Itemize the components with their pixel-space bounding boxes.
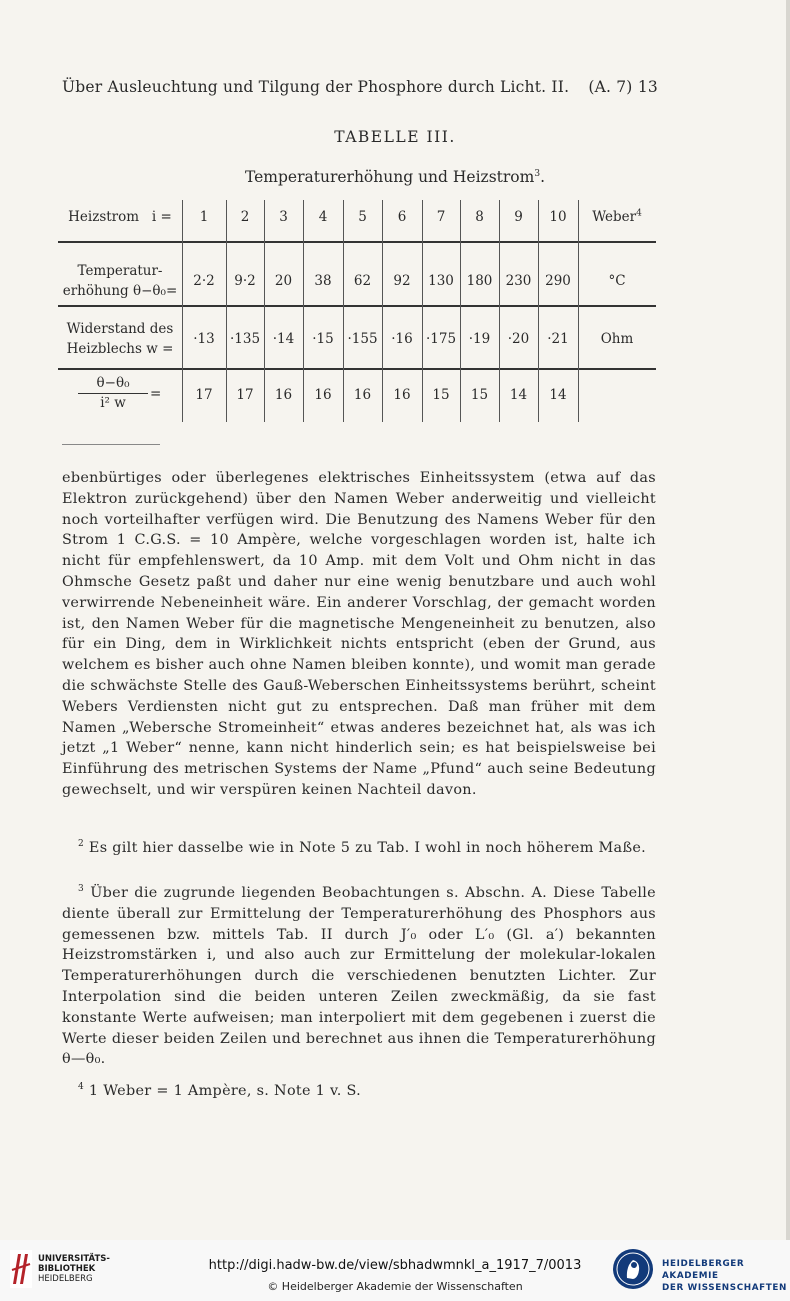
data-table [58, 200, 658, 424]
table-cell: 16 [353, 387, 372, 403]
running-title: Über Ausleuchtung und Tilgung der Phosphore durch Licht. II. [62, 78, 570, 96]
table-title: TABELLE III. [334, 128, 456, 146]
table-cell: ·13 [193, 331, 215, 347]
table-unit-cell: Ohm [600, 331, 634, 347]
table-cell: 5 [358, 209, 367, 225]
table-cell: 14 [549, 387, 567, 403]
table-cell: 6 [397, 209, 407, 225]
footnote-4-text: 1 Weber = 1 Ampère, s. Note 1 v. S. [88, 1083, 362, 1099]
table-cell: 16 [314, 387, 332, 403]
table-cell: 230 [505, 273, 532, 289]
table-cell: 15 [432, 387, 450, 403]
table-cell: 15 [470, 387, 489, 403]
table-cell: 92 [393, 273, 411, 289]
table-cell: 2 [240, 209, 250, 225]
footnote-3-mark: 3 [78, 884, 85, 895]
body-paragraph: ebenbürtiges oder überlegenes elektrisches Einheitssystem (etwa auf das Elektron zurückgehend) über den Namen Weber anderweitig und vielleicht noch vorteilhafter verfügen wird. Die Benutzung des Namens Weber für den Strom 1 C.G.S. = 10 Ampère, welche vorgeschlagen worden ist, halte ich nicht für empfehlenswert, da 10 Amp. mit dem Volt und Ohm nicht in das Ohmsche Gesetz paßt und daher nur eine wenig benutzbare und auch wohl verwirrende Nebeneinheit wäre. Ein anderer Vorschlag, der gemacht worden ist, den Namen Weber für die magnetische Mengeneinheit zu benutzen, also für ein Ding, dem in Wirklichkeit nichts entspricht (eben der Grund, aus welchem es bisher auch ohne Namen bleiben konnte), und womit man gerade die schwächste Stelle des Gauß-Weberschen Einheitssystems berührt, scheint Webers Verdiensten nicht gut zu entsprechen. Daß man früher mit dem Namen „Webersche Stromeinheit“ etwas anderes bezeichnet hat, als was ich jetzt „1 Weber“ nenne, kann nicht hinderlich sein; es hat beispielsweise bei Einführung des metrischen Systems der Name „Pfund“ auch seine Bedeutung gewechselt, und wir verspüren keinen Nachteil davon. [62, 470, 656, 798]
table-row-label: Widerstand des Heizblechs w = [66, 321, 174, 357]
table-cell: 17 [236, 387, 254, 403]
table-cell: ·175 [425, 331, 457, 347]
footnote-3 [62, 883, 656, 1070]
university-library-name: UNIVERSITÄTS- BIBLIOTHEK HEIDELBERG [38, 1254, 110, 1284]
table-cell: ·16 [391, 331, 413, 347]
permalink-url[interactable]: http://digi.hadw-bw.de/view/sbhadwmnkl_a_1917_7/0013 [208, 1258, 582, 1273]
footnote-4 [62, 1081, 656, 1102]
table-cell: 10 [549, 209, 567, 225]
table-cell: ·14 [272, 331, 295, 347]
table-cell: 9·2 [234, 273, 256, 289]
table-cell: 14 [509, 387, 528, 403]
table-row-label: Temperatur- erhöhung θ−θ₀= [62, 263, 178, 299]
table-cell: ·21 [547, 331, 569, 347]
table-cell: ·135 [229, 331, 261, 347]
table-rule [58, 305, 656, 307]
table-subtitle-text: Temperaturerhöhung und Heizstrom [245, 168, 535, 186]
page-number: 13 [637, 78, 658, 96]
table-subtitle-note: 3 [534, 168, 541, 179]
table-unit-cell: Weber$^4$ [592, 208, 642, 225]
table-cell: 16 [274, 387, 293, 403]
footnote-3-text: Über die zugrunde liegenden Beobachtungen s. Abschn. A. Diese Tabelle diente überall zur Ermittelung der Temperaturerhöhung des Phosphors aus gemessenen bzw. mittels Tab. II durch J′₀ oder L′₀ (Gl. a′) bekannten Heizstromstärken i, und also auch zur Ermittelung der molekular-lokalen Temperaturerhöhungen durch die verschiedenen benutzten Lichter. Zur Interpolation sind die beiden unteren Zeilen zweckmäßig, da sie fast konstante Werte aufweisen; man interpoliert mit dem gegebenen i zuerst die Werte dieser beiden Zeilen und berechnet aus ihnen die Temperaturerhöhung θ—θ₀. [62, 885, 657, 1068]
table-cell: 180 [466, 273, 493, 289]
table-cell: ·19 [468, 331, 491, 347]
table-cell: 7 [436, 209, 446, 225]
table-cell: ·15 [312, 331, 334, 347]
table-cell: 290 [545, 273, 571, 289]
table-cell: 17 [195, 387, 213, 403]
table-cell: 130 [428, 273, 454, 289]
table-cell: 3 [279, 209, 288, 225]
table-cell: ·20 [507, 331, 530, 347]
table-cell: 9 [514, 209, 523, 225]
academy-seal-icon [612, 1248, 654, 1290]
table-row-label: θ−θ₀ i² w = [58, 374, 182, 413]
copyright-notice: © Heidelberger Akademie der Wissenschaften [267, 1280, 523, 1293]
footnote-2 [62, 838, 656, 859]
table-rule [58, 241, 656, 243]
table-cell: 38 [314, 273, 332, 289]
table-column-rule [578, 200, 579, 422]
table-cell: 4 [318, 209, 328, 225]
table-cell: 2·2 [193, 273, 215, 289]
table-cell: ·155 [347, 331, 378, 347]
footnote-2-text: Es gilt hier dasselbe wie in Note 5 zu Tab. I wohl in noch höherem Maße. [88, 840, 647, 856]
table-cell: 8 [475, 209, 484, 225]
footnote-separator [62, 444, 160, 445]
running-head [62, 78, 658, 96]
academy-name: HEIDELBERGER AKADEMIE DER WISSENSCHAFTEN [662, 1259, 787, 1293]
footnote-2-mark: 2 [78, 839, 85, 850]
table-cell: 1 [199, 209, 209, 225]
table-subtitle: Temperaturerhöhung und Heizstrom$^3$. [245, 168, 545, 186]
viewer-footer [0, 1240, 790, 1301]
table-row-label: Heizstrom i = [68, 209, 172, 225]
table-cell: 16 [393, 387, 411, 403]
section-label: (A. 7) [588, 78, 633, 96]
table-cell: 62 [353, 273, 372, 289]
footnote-4-mark: 4 [78, 1082, 85, 1093]
table-cell: 20 [274, 273, 293, 289]
table-unit-cell: °C [608, 273, 626, 289]
table-rule [58, 368, 656, 370]
